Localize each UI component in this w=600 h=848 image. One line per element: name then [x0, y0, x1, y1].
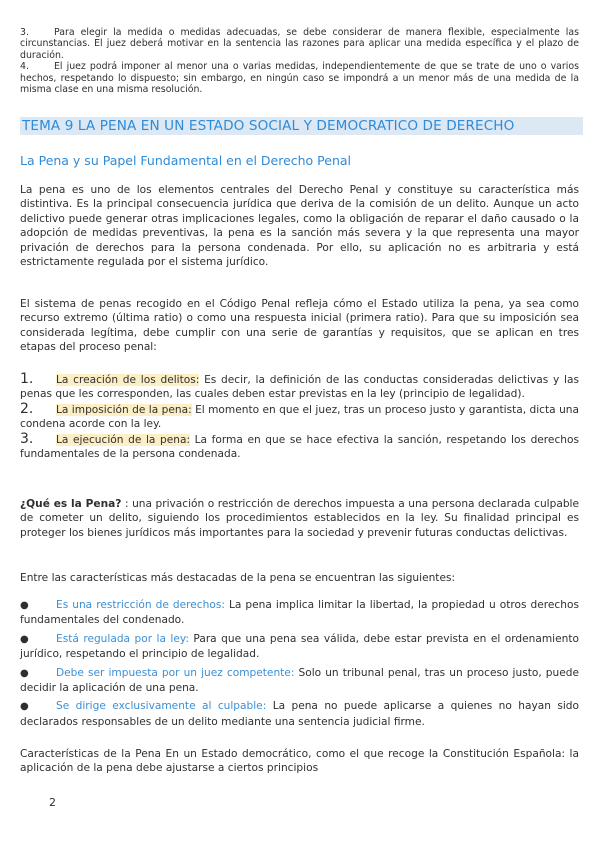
paragraph-1: La pena es uno de los elementos centrales del Derecho Penal y constituye su característica más distintiva. Es la principal consecuencia jurídica que deriva de la comisión de un delito. Aunque un acto delictivo puede generar otras implicaciones legales, como la obligación de reparar el daño causado o la adopción de medidas preventivas, la pena es la sanción más severa y la que representa una mayor privación de derechos para la persona condenada. Por ello, su aplicación no es arbitraria y está estrictamente regulada por el sistema jurídico. [20, 184, 579, 269]
stage-text: El momento en que el juez, tras un proceso justo y garantista, dicta una condena acorde con la ley. [20, 403, 579, 431]
bullet-icon: ● [20, 633, 29, 645]
question-paragraph [20, 497, 579, 540]
characteristic-text: Solo un tribunal penal, tras un proceso justo, puede decidir la aplicación de una pena. [20, 666, 580, 695]
stage-label: La ejecución de la pena: [56, 433, 191, 446]
characteristic-item [20, 598, 579, 628]
characteristic-text: La pena implica limitar la libertad, la propiedad u otros derechos fundamentales del condenado. [20, 599, 579, 627]
intro-item [20, 27, 579, 61]
characteristic-text: La pena no puede aplicarse a quienes no hayan sido declarados responsables de un delito mediante una sentencia judicial firme. [20, 700, 580, 728]
stage-item [20, 372, 579, 402]
intro-item-text: Para elegir la medida o medidas adecuadas, se debe considerar de manera flexible, especialmente las circunstancias. El juez deberá motivar en la sentencia las razones para aplicar una medida específica y el plazo de duración. [20, 27, 579, 61]
question-label: ¿Qué es la Pena? [20, 498, 122, 510]
characteristic-item [20, 632, 579, 662]
intro-list [20, 27, 579, 95]
characteristics-list [20, 598, 579, 729]
characteristic-text: Para que una pena sea válida, debe estar prevista en el ordenamiento jurídico, respetando el principio de legalidad. [20, 632, 579, 661]
characteristic-label: Se dirige exclusivamente al culpable: [56, 700, 267, 713]
intro-item-number: 4. [20, 61, 29, 73]
closing-paragraph: Características de la Pena En un Estado democrático, como el que recoge la Constitución Española: la aplicación de la pena debe ajustarse a ciertos principios [20, 748, 579, 775]
stage-text: Es decir, la definición de las conductas consideradas delictivas y las penas que les corresponden, las cuales deben estar previstas en la ley (principio de legalidad). [20, 374, 579, 401]
stage-item [20, 402, 579, 432]
intro-item-text: El juez podrá imponer al menor una o varias medidas, independientemente de que se trate de uno o varios hechos, respetando lo dispuesto; sin embargo, en ningún caso se impondrá a un menor más de una medida de la misma clase en una misma resolución. [20, 61, 579, 96]
stage-label: La imposición de la pena: [56, 403, 192, 416]
characteristic-item [20, 699, 579, 729]
intro-item [20, 61, 579, 95]
stage-number: 1. [20, 371, 34, 387]
chapter-heading: TEMA 9 LA PENA EN UN ESTADO SOCIAL Y DEMOCRATICO DE DERECHO [20, 117, 583, 135]
page-number: 2 [49, 796, 56, 809]
characteristic-label: Está regulada por la ley: [56, 632, 189, 645]
characteristic-item [20, 666, 579, 696]
characteristics-intro: Entre las características más destacadas de la pena se encuentran las siguientes: [20, 572, 456, 584]
stage-label: La creación de los delitos: [56, 374, 200, 386]
characteristic-label: Debe ser impuesta por un juez competente: [56, 666, 295, 679]
bullet-icon: ● [20, 667, 29, 679]
stage-text: La forma en que se hace efectiva la sanción, respetando los derechos fundamentales de la persona condenada. [20, 433, 579, 461]
paragraph-2: El sistema de penas recogido en el Código Penal refleja cómo el Estado utiliza la pena, ya sea como recurso extremo (última ratio) o como una respuesta inicial (primera ratio). Para que su imposición sea considerada legítima, debe cumplir con una serie de garantías y requisitos, que se aplican en tres etapas del proceso penal: [20, 298, 579, 354]
intro-item-number: 3. [20, 27, 29, 38]
stage-number: 2. [20, 400, 34, 417]
stages-list [20, 372, 579, 461]
question-text: : una privación o restricción de derechos impuesta a una persona declarada culpable de cometer un delito, siguiendo los procedimientos establecidos en la ley. Su finalidad principal es proteger los bienes jurídicos más importantes para la sociedad y prevenir futuras conductas delictivas. [20, 498, 580, 539]
characteristic-label: Es una restricción de derechos: [56, 599, 225, 611]
bullet-icon: ● [20, 600, 29, 611]
section-subheading: La Pena y su Papel Fundamental en el Derecho Penal [20, 153, 352, 168]
stage-item [20, 432, 579, 462]
stage-number: 3. [20, 430, 34, 447]
bullet-icon: ● [20, 701, 29, 713]
